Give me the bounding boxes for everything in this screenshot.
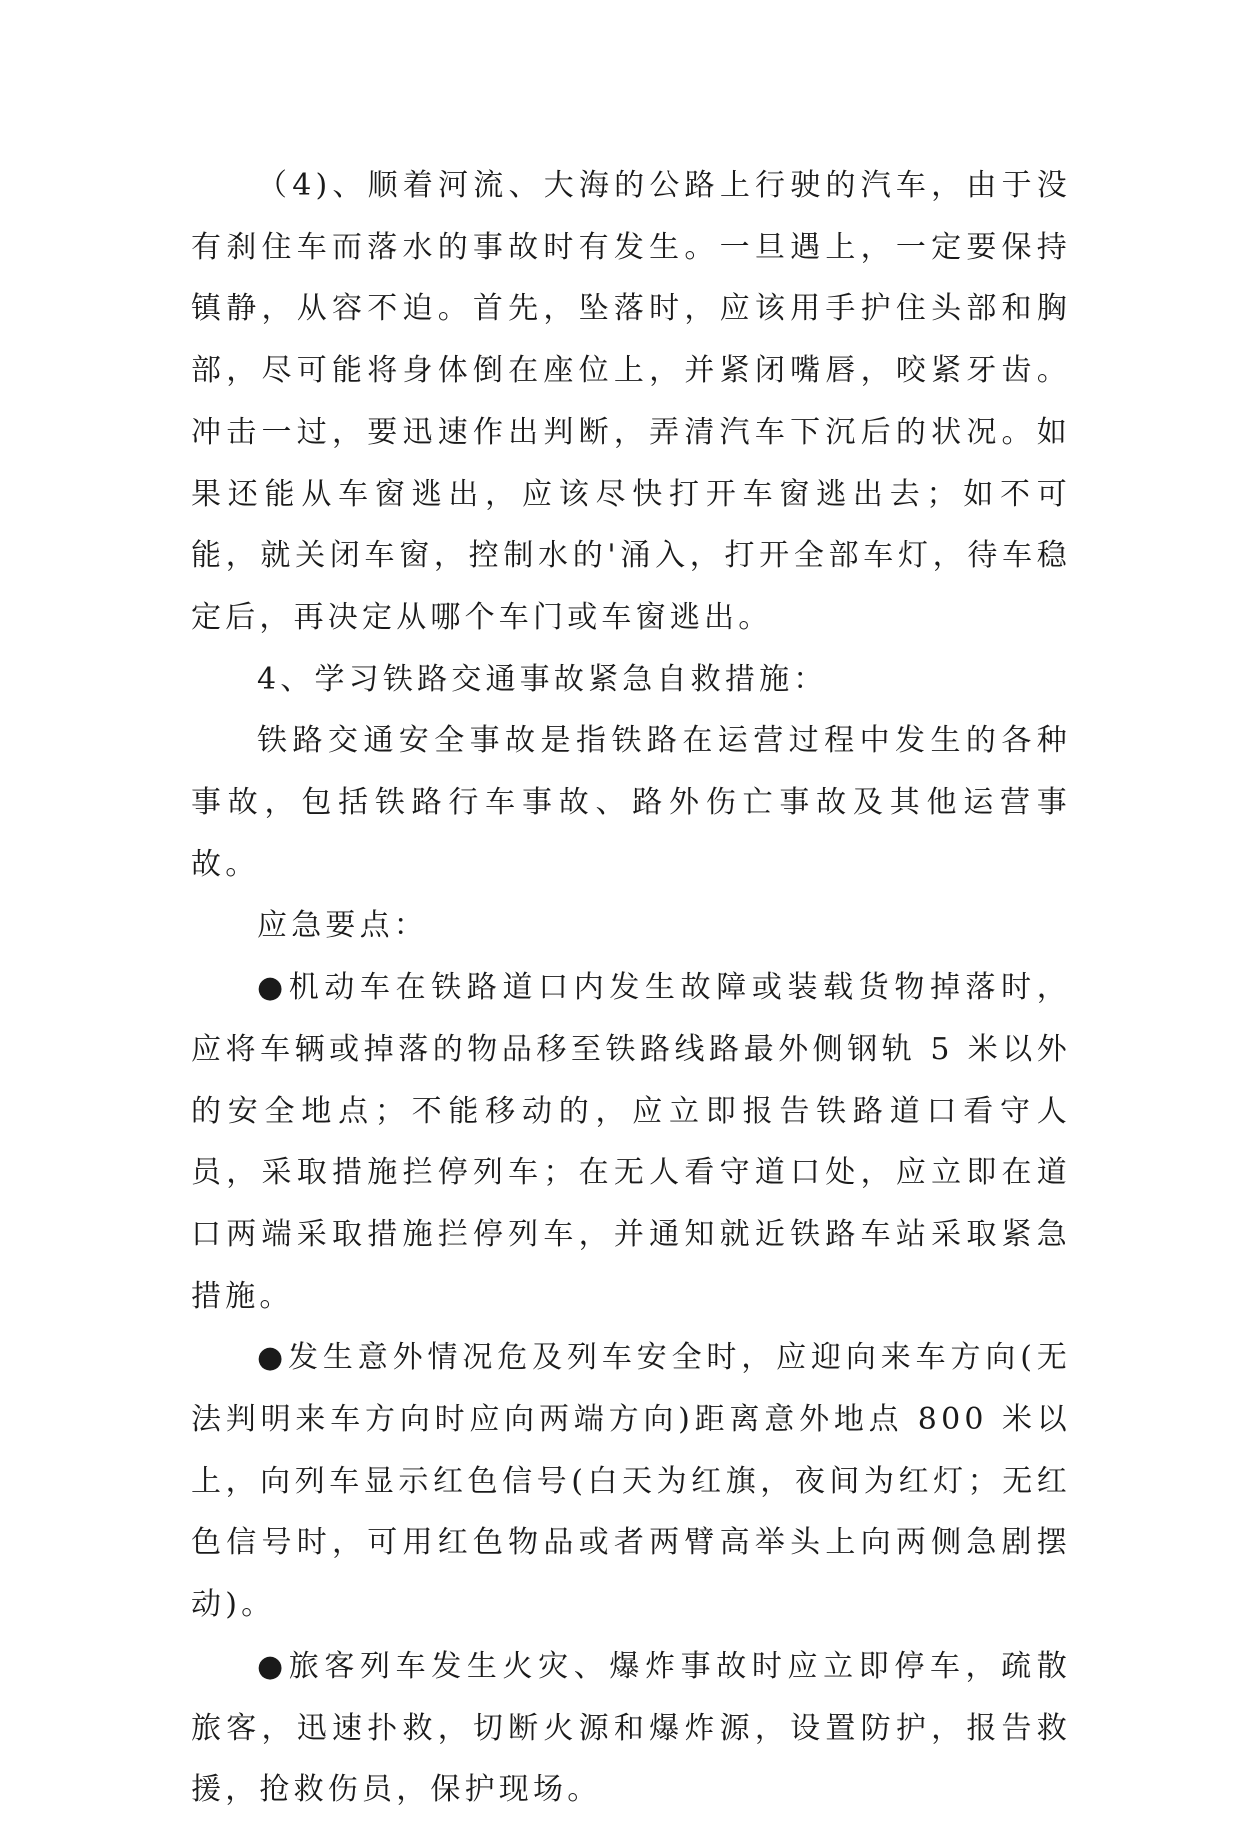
paragraph-railway-definition: 铁路交通安全事故是指铁路在运营过程中发生的各种事故，包括铁路行车事故、路外伤亡事故及其他运营事故。 [191, 723, 1071, 882]
paragraph-bullet-crossing-breakdown: ●机动车在铁路道口内发生故障或装载货物掉落时，应将车辆或掉落的物品移至铁路线路最外侧钢轨 5 米以外的安全地点；不能移动的，应立即报告铁路道口看守人员，采取措施拦停列车；在无人看守道口处，应立即在道口两端采取措施拦停列车，并通知就近铁路车站采取紧急措施。 [191, 970, 1071, 1314]
paragraph-car-water-escape: （4)、顺着河流、大海的公路上行驶的汽车，由于没有刹住车而落水的事故时有发生。一旦遇上，一定要保持镇静，从容不迫。首先，坠落时，应该用手护住头部和胸部，尽可能将身体倒在座位上，并紧闭嘴唇，咬紧牙齿。冲击一过，要迅速作出判断，弄清汽车下沉后的状况。如果还能从车窗逃出，应该尽快打开车窗逃出去；如不可能，就关闭车窗，控制水的'涌入，打开全部车灯，待车稳定后，再决定从哪个车门或车窗逃出。 [191, 168, 1071, 635]
paragraph-bullet-red-signal: ●发生意外情况危及列车安全时，应迎向来车方向(无法判明来车方向时应向两端方向)距离意外地点 800 米以上，向列车显示红色信号(白天为红旗，夜间为红灯；无红色信号时，可用红色物品或者两臂高举头上向两侧急剧摆动)。 [191, 1340, 1071, 1623]
paragraph-emergency-points-heading: 应急要点： [257, 908, 428, 944]
document-page [191, 155, 1071, 1821]
paragraph-bullet-fire-explosion: ●旅客列车发生火灾、爆炸事故时应立即停车，疏散旅客，迅速扑救，切断火源和爆炸源，设置防护，报告救援，抢救伤员，保护现场。 [191, 1648, 1071, 1808]
paragraph-railway-heading: 4、学习铁路交通事故紧急自救措施： [257, 661, 828, 697]
